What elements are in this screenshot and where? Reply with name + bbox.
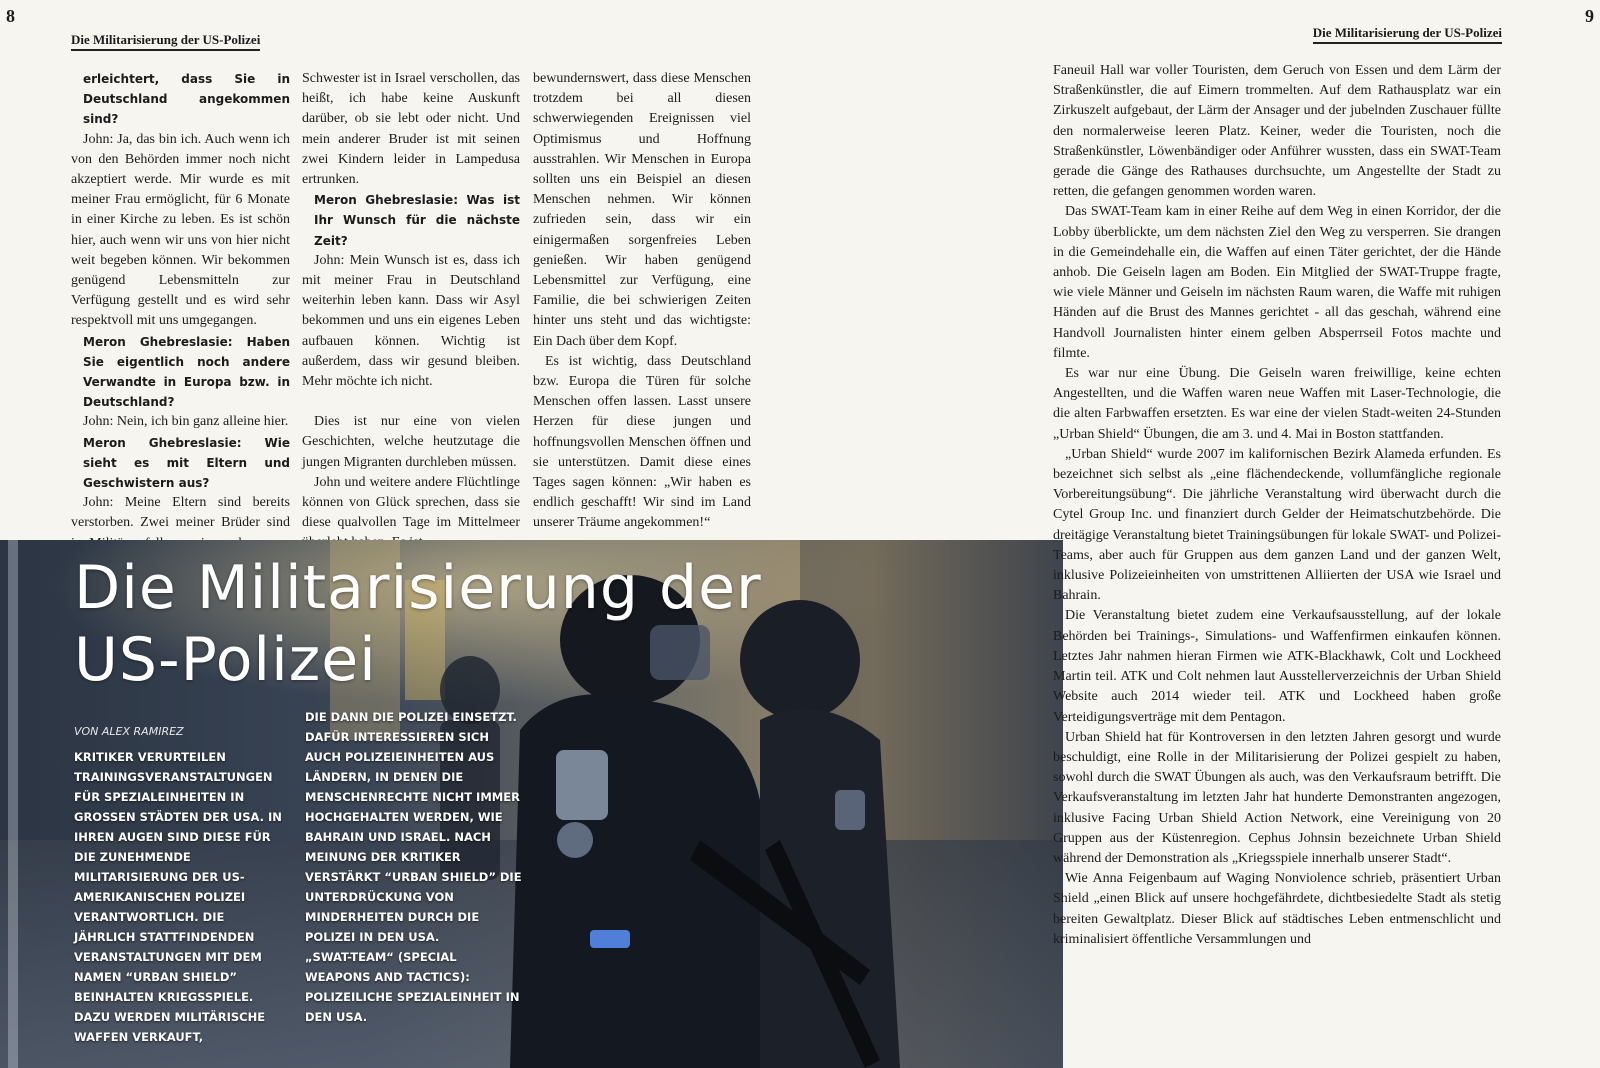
swat-footnote: „SWAT-TEAM“ (SPECIAL WEAPONS AND TACTICS): POLIZEILICHE SPEZIALEINHEIT IN DEN USA. — [305, 950, 520, 1024]
paragraph: Das SWAT-Team kam in einer Reihe auf dem Weg in einen Korridor, der die Lobby überblickte, um dem nächsten Ziel den Weg zu versperren. Sie drangen in die Gemeindehalle ein, die Waffen auf einen Täter gerichtet, der die Hände anhob. Die Geiseln lagen am Boden. Ein Mitglied der SWAT-Truppe fragte, wie viele Männer und Geiseln im nächsten Raum waren, die Waffe mit ruhigen Händen auf die Brust des Mannes gerichtet - all das geschah, während eine Handvoll Journalisten hinter einem gelben Absperrseil Fotos machte und filmte. — [1053, 204, 1501, 361]
interview-question: Meron Ghebreslasie: Was ist Ihr Wunsch für die nächste Zeit? — [314, 193, 520, 248]
paragraph: Urban Shield hat für Kontroversen in den letzten Jahren gesorgt und wurde beschuldigt, eine Rolle in der Militarisierung der Polizei gespielt zu haben, sowohl durch die SWAT Übungen als auch, was den Verkaufsraum betrifft. Die Verkaufsveranstaltung im letzten Jahr hat hunderte Demonstranten angezogen, inklusive Facing Urban Shield Action Network, eine Vereinigung von 20 Gruppen aus der Küstenregion. Cephus Johnsin bezeichnete Urban Shield während der Demonstration als „Kriegsspiele innerhalb unserer Stadt“. — [1053, 729, 1501, 866]
interview-question: Meron Ghebreslasie: Wie sieht es mit Eltern und Geschwistern aus? — [83, 435, 290, 491]
paragraph: John und weitere andere Flüchtlinge können von Glück sprechen, dass sie diese qualvollen Tage im Mittelmeer — [302, 474, 520, 531]
lead-text-2: DIE DANN DIE POLIZEI EINSETZT. DAFÜR INTERESSIEREN SICH AUCH POLIZEIEINHEITEN AUS LÄNDERN, IN DENEN DIE MENSCHENRECHTE NICHT IMMER HOCHGEHALTEN WERDEN, WIE BAHRAIN UND ISRAEL. NACH MEINUNG DER KRITIKER VERSTÄRKT “URBAN SHIELD” DIE UNTERDRÜCKUNG VON MINDERHEITEN DURCH DIE POLIZEI IN DEN USA. — [305, 710, 522, 944]
paragraph: Dies ist nur eine von vielen Geschichten, welche heutzutage die jungen Migranten durchleben müssen. — [302, 414, 520, 470]
paragraph: „Urban Shield“ wurde 2007 im kalifornischen Bezirk Alameda erfunden. Es bezeichnet sich selbst als „eine flächendeckende, vollumfängliche regionale Vorbereitungsübung“. Die jährliche Veranstaltung wird überwacht durch die Cytel Group Inc. und finanziert durch Gelder der Heimatschutzbehörde. Die dreitägige Veranstaltung bietet Trainingsübungen für lokale SWAT- und Polizei-Teams, aber auch für Gruppen aus dem ganzen Land und der ganzen Welt, inklusive Polizeieinheiten von umstrittenen Alliierten der USA wie Israel und Bahrain. — [1053, 446, 1501, 604]
interview-question: erleichtert, dass Sie in Deutschland angekommen sind? — [83, 72, 290, 127]
interview-question: Meron Ghebreslasie: Haben Sie eigentlich noch andere Verwandte in Europa bzw. in Deutschland? — [83, 334, 290, 410]
paragraph: Wie Anna Feigenbaum auf Waging Nonviolence schrieb, präsentiert Urban Shield „einen Blick auf unsere hochgefährdete, dichtbesiedelte Stadt als stetig bereiten Gewaltplatz. Dieser Blick auf städtisches Leben entmenschlicht und kriminalisiert öffentliche Versammlungen und — [1053, 871, 1501, 947]
feature-headline: Die Militarisierung der US-Polizei — [74, 553, 762, 695]
byline: VON ALEX RAMIREZ — [74, 725, 184, 738]
paragraph: Es war nur eine Übung. Die Geiseln waren freiwillige, keine echten Angestellten, und die Waffen waren neue Waffen mit Laser-Technologie, die die alten Farbwaffen ersetzten. Es war eine der vielen Stadt-weiten 24-Stunden „Urban Shield“ Übungen, die am 3. und 4. Mai in Boston stattfanden. — [1053, 366, 1501, 442]
article-column-right — [1053, 61, 1501, 950]
page-number-left: 8 — [6, 6, 15, 26]
lead-column-2 — [305, 707, 523, 1027]
lead-column-1 — [74, 747, 286, 1047]
paragraph: Die Veranstaltung bietet zudem eine Verkaufsausstellung, auf der lokale Behörden bei Trainings-, Simulations- und Waffenfirmen einkaufen können. Letztes Jahr nahmen hieran Firmen wie ATK-Blackhawk, Colt und Lockheed Martin teil. ATK und Colt nehmen laut Ausstellerverzeichnis der Urban Shield Website auch 2014 wieder teil. ATK und Lockheed haben große Verteidigungsverträge mit dem Pentagon. — [1053, 608, 1501, 725]
paragraph: John: Ja, das bin ich. Auch wenn ich von den Behörden immer noch nicht akzeptiert werde. Mir wurde es mit meiner Frau ermöglicht, für 6 Monate in einer Kirche zu leben. Es ist schön hier, auch wenn wir uns von hier nicht weit begeben können. Wir bekommen genügend Lebensmitteln zur Verfügung gestellt und es wird sehr respektvoll mit uns umgegangen. — [71, 131, 290, 329]
paragraph: John: Mein Wunsch ist es, dass ich mit meiner Frau in Deutschland weiterhin leben kann. Dass wir Asyl bekommen und uns ein eigenes Leben aufbauen können. Wichtig ist außerdem, dass wir gesund bleiben. Mehr möchte ich nicht. — [302, 252, 520, 390]
paragraph: Faneuil Hall war voller Touristen, dem Geruch von Essen und dem Lärm der Straßenkünstler, die auf Eimern trommelten. Auf dem Rathausplatz war ein Zirkuszelt aufgebaut, der Lärm der Ansager und der jubelnden Zuschauer füllte den normalerweise leeren Platz. Keiner, weder die Touristen, noch die Straßenkünstler, Löwenbändiger oder Anführer wussten, dass ein SWAT-Team gerade die Gänge des Rathauses durchsuchte, um Angestellte der Stadt zu retten, die gefangen genommen worden waren. — [1053, 63, 1501, 200]
article-column-2 — [302, 69, 520, 554]
paragraph: Es ist wichtig, dass Deutschland bzw. Europa die Türen für solche Menschen offen lassen. Lasst unsere Herzen für diese jungen und hoffnungsvollen Menschen öffnen und sie unterstützen. Damit diese eines Tages sagen können: „Wir haben es endlich geschafft! Wir sind im Land unserer Träume angekommen!“ — [533, 353, 751, 531]
running-title-right: Die Militarisierung der US-Polizei — [1313, 25, 1502, 44]
paragraph: John: Nein, ich bin ganz alleine hier. — [83, 414, 289, 430]
paragraph: bewundernswert, dass diese Menschen trotzdem bei all diesen schwerwiegenden Ereignissen viel Optimismus und Hoffnung ausstrahlen. Wir Menschen in Europa sollten uns ein Beispiel an diesen Menschen nehmen. Wir können zufrieden sein, dass wir ein einigermaßen sorgenfreies Leben genießen. Wir haben genügend Lebensmittel zur Verfügung, eine Familie, die bei schwierigen Zeiten hinter uns steht und das wichtigste: Ein Dach über dem Kopf. — [533, 71, 751, 349]
page-number-right: 9 — [1585, 6, 1594, 26]
lead-text-1: KRITIKER VERURTEILEN TRAININGSVERANSTALTUNGEN FÜR SPEZIALEINHEITEN IN GROSSEN STÄDTEN DER USA. IN IHREN AUGEN SIND DIESE FÜR DIE ZUNEHMENDE MILITARISIERUNG DER US-AMERIKANISCHEN POLIZEI VERANTWORTLICH. DIE JÄHRLICH STATTFINDENDEN VERANSTALTUNGEN MIT DEM NAMEN “URBAN SHIELD” BEINHALTEN KRIEGSSPIELE. DAZU WERDEN MILITÄRISCHE WAFFEN VERKAUFT, — [74, 750, 282, 1044]
article-column-3 — [533, 69, 751, 534]
article-column-1 — [71, 69, 290, 554]
running-title-left: Die Militarisierung der US-Polizei — [71, 32, 260, 51]
paragraph: Schwester ist in Israel verschollen, das heißt, ich habe keine Auskunft darüber, ob sie lebt oder nicht. Und mein anderer Bruder ist mit seinen zwei Kindern leider in Lampedusa ertrunken. — [302, 71, 520, 188]
paragraph: John: Meine Eltern sind bereits verstorben. Zwei meiner Brüder sind — [71, 495, 290, 531]
